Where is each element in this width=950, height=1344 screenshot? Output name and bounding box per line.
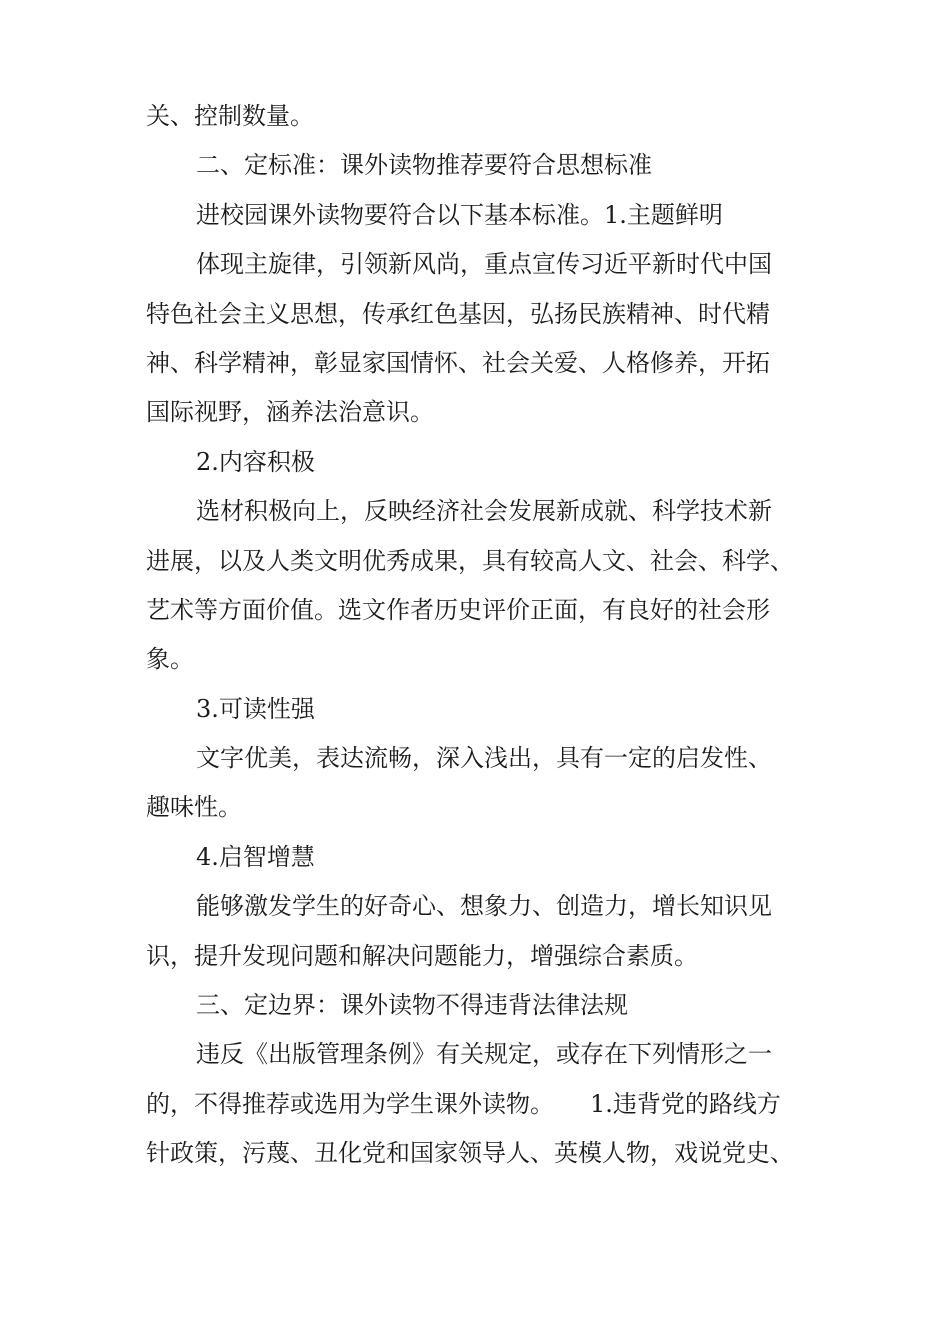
subheading-readability: 3.可读性强 xyxy=(196,694,315,723)
text-line-6: 神、科学精神，彰显家国情怀、社会关爱、人格修养，开拓 xyxy=(146,348,770,377)
subheading-content-positive: 2.内容积极 xyxy=(196,447,315,476)
text-line-10: 进展，以及人类文明优秀成果，具有较高人文、社会、科学、 xyxy=(146,546,794,575)
text-line-18: 识，提升发现问题和解决问题能力，增强综合素质。 xyxy=(146,941,698,970)
text-line-7: 国际视野，涵养法治意识。 xyxy=(146,398,434,427)
text-line-22: 针政策，污蔑、丑化党和国家领导人、英模人物，戏说党史、 xyxy=(146,1139,794,1168)
section-heading-2: 二、定标准：课外读物推荐要符合思想标准 xyxy=(196,151,652,180)
text-line-3: 进校园课外读物要符合以下基本标准。1.主题鲜明 xyxy=(196,200,723,229)
text-line-17: 能够激发学生的好奇心、想象力、创造力，增长知识见 xyxy=(196,892,772,921)
text-line-21: 的，不得推荐或选用为学生课外读物。 1.违背党的路线方 xyxy=(146,1089,781,1118)
text-line-20: 违反《出版管理条例》有关规定，或存在下列情形之一 xyxy=(196,1040,772,1069)
text-line-5: 特色社会主义思想，传承红色基因，弘扬民族精神、时代精 xyxy=(146,299,770,328)
section-heading-3: 三、定边界：课外读物不得违背法律法规 xyxy=(196,991,628,1020)
text-line-12: 象。 xyxy=(146,645,194,674)
text-line-9: 选材积极向上，反映经济社会发展新成就、科学技术新 xyxy=(196,497,772,526)
subheading-wisdom: 4.启智增慧 xyxy=(196,842,315,871)
text-line-4: 体现主旋律，引领新风尚，重点宣传习近平新时代中国 xyxy=(196,250,772,279)
text-line-15: 趣味性。 xyxy=(146,793,242,822)
text-line-11: 艺术等方面价值。选文作者历史评价正面，有良好的社会形 xyxy=(146,595,770,624)
text-line-14: 文字优美，表达流畅，深入浅出，具有一定的启发性、 xyxy=(196,744,772,773)
text-line-1: 关、控制数量。 xyxy=(146,102,314,130)
